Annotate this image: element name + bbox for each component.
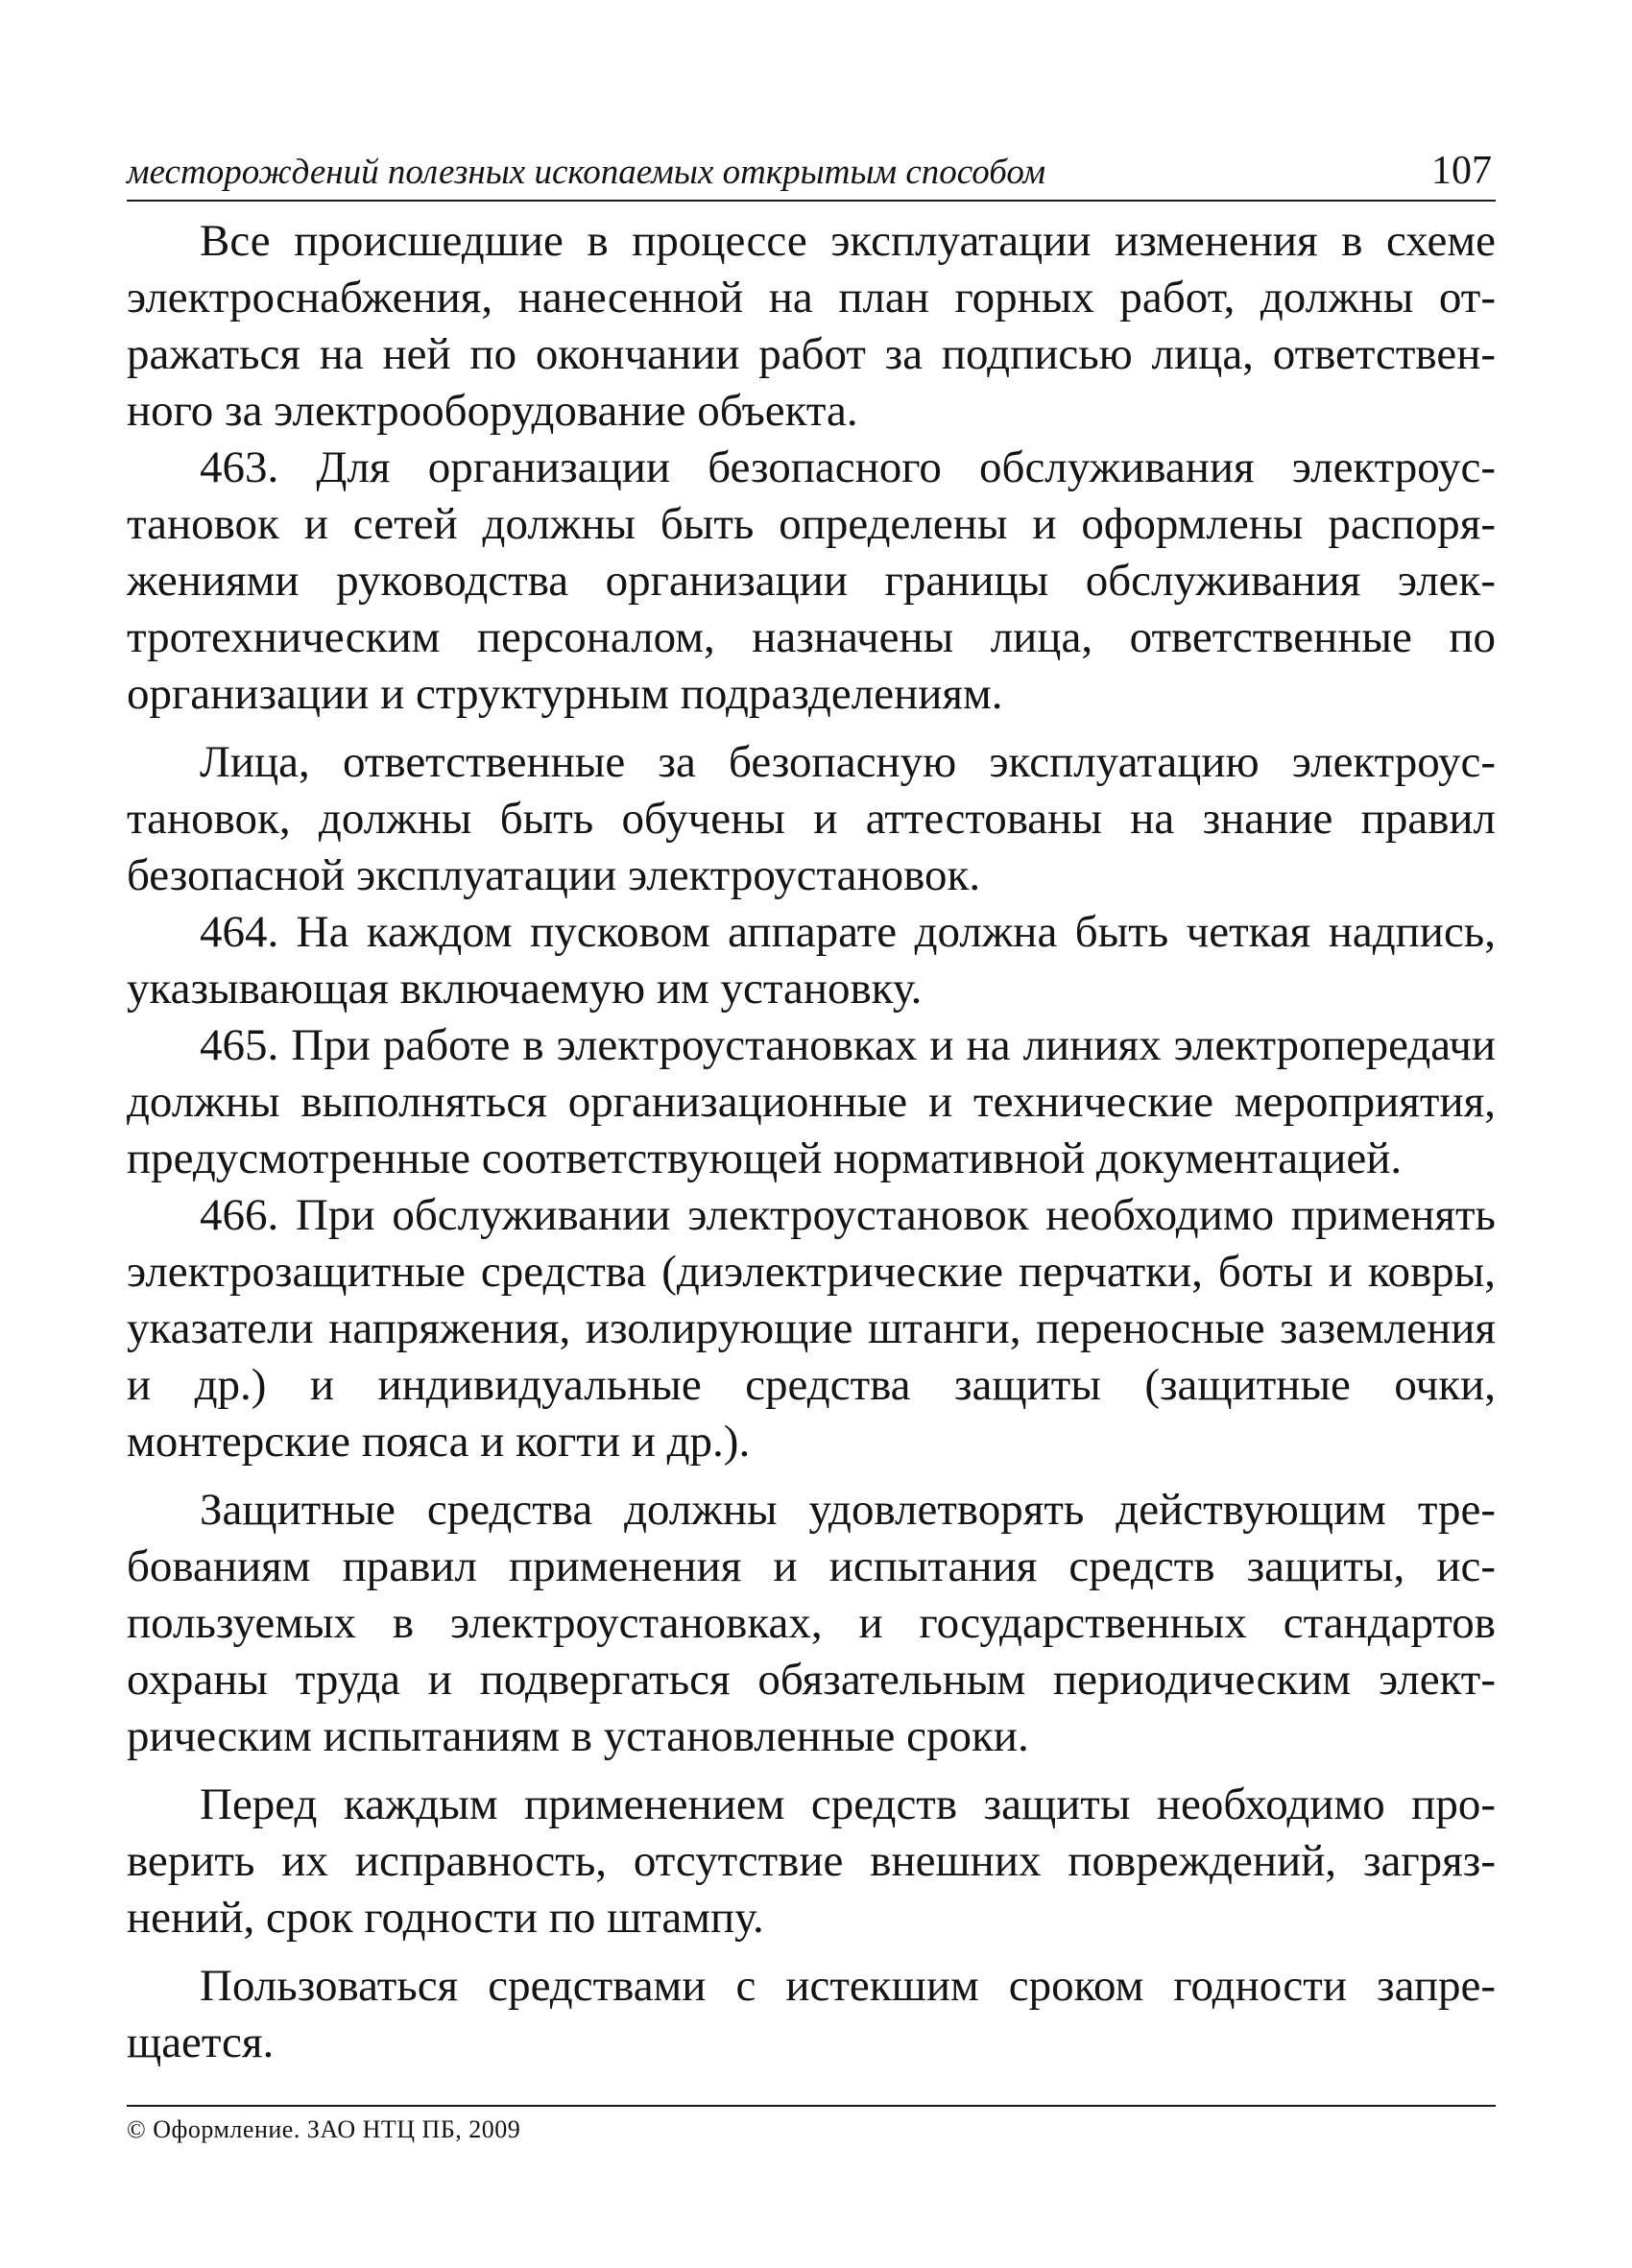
paragraph-check-before-use: Перед каждым применением средств защиты необходимо проверить их исправность, отсутствие внешних повреждений, загрязнений, срок годности по штампу. <box>127 1779 1496 1943</box>
running-title: месторождений полезных ископаемых открытым способом <box>127 153 1046 192</box>
paragraph-464: 464. На каждом пусковом аппарате должна быть четкая надпись, указывающая включаемую им установку. <box>127 907 1496 1014</box>
page-header <box>127 144 1496 202</box>
paragraph-schema-changes: Все происшедшие в процессе эксплуатации изменения в схеме электроснабжения, нанесенной на план горных работ, должны отражаться на ней по окончании работ за подписью лица, ответственного за электрооборудование объекта. <box>127 216 1496 436</box>
paragraph-responsible-persons: Лица, ответственные за безопасную эксплуатацию электроустановок, должны быть обучены и аттестованы на знание правил безопасной эксплуатации электроустановок. <box>127 737 1496 900</box>
page-number: 107 <box>1431 149 1492 193</box>
paragraph-466: 466. При обслуживании электроустановок необходимо применять электрозащитные средства (диэлектрические перчатки, боты и ковры, указатели напряжения, изолирующие штанги, переносные заземления и др.) и индивидуальные средства защиты (защитные очки, монтерские пояса и когти и др.). <box>127 1190 1496 1467</box>
paragraph-465: 465. При работе в электроустановках и на линиях электропередачи должны выполняться организационные и технические мероприятия, предусмотренные соответствующей нормативной документацией. <box>127 1020 1496 1183</box>
paragraph-expired-prohibited: Пользоваться средствами с истекшим сроком годности запрещается. <box>127 1961 1496 2067</box>
footer-divider <box>127 2105 1496 2107</box>
paragraph-463: 463. Для организации безопасного обслуживания электроустановок и сетей должны быть определены и оформлены распоряжениями руководства организации границы обслуживания электротехническим персоналом, назначены лица, ответственные по организации и структурным подразделениям. <box>127 442 1496 719</box>
body-text <box>127 213 1496 2071</box>
paragraph-protective-means: Защитные средства должны удовлетворять действующим требованиям правил применения и испытания средств защиты, используемых в электроустановках, и государственных стандартов охраны труда и подвергаться обязательным периодическим электрическим испытаниям в установленные сроки. <box>127 1485 1496 1761</box>
copyright-note: © Оформление. ЗАО НТЦ ПБ, 2009 <box>127 2115 521 2143</box>
